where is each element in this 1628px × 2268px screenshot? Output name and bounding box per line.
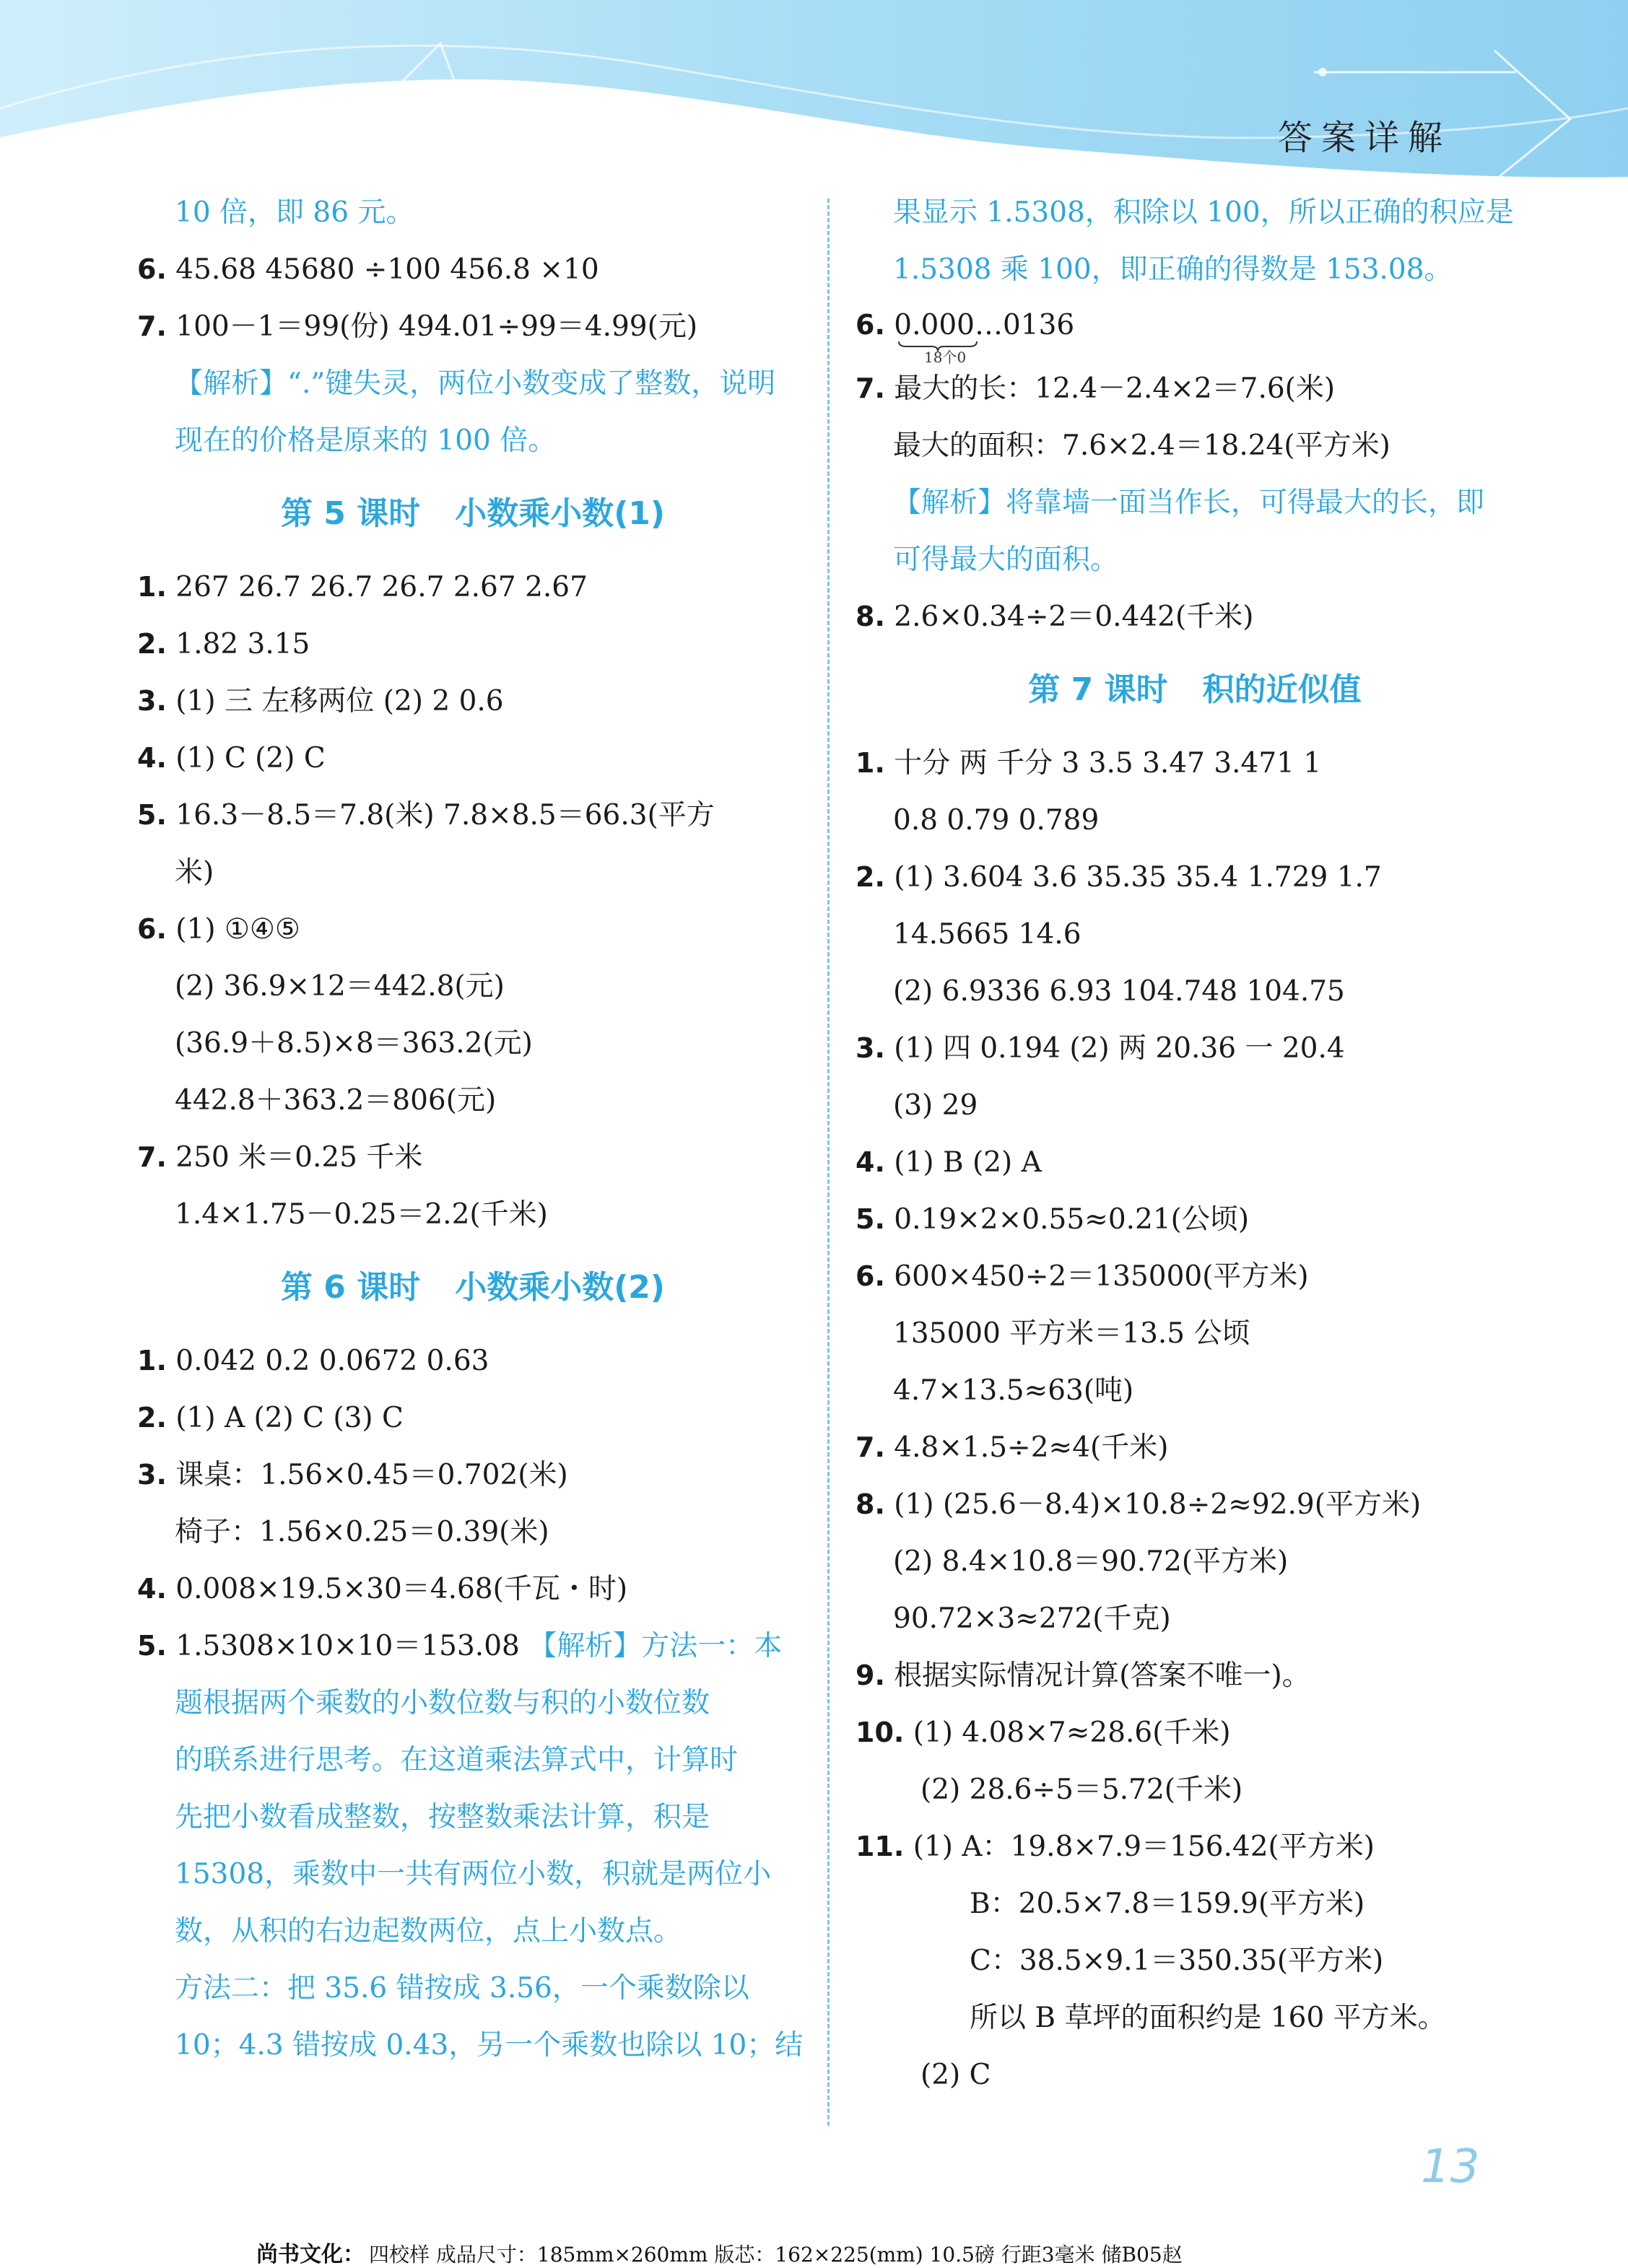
answer-item: 1. 267 26.7 26.7 26.7 2.67 2.67 bbox=[137, 571, 588, 603]
answer-item: 2. (1) A (2) C (3) C bbox=[137, 1402, 404, 1434]
analysis-line: 可得最大的面积。 bbox=[893, 544, 1119, 576]
answer-line: 135000 平方米＝13.5 公顷 bbox=[893, 1317, 1250, 1350]
section-heading-lesson-5: 第 5 课时 小数乘小数(1) bbox=[280, 495, 666, 532]
analysis-line: 题根据两个乘数的小数位数与积的小数位数 bbox=[175, 1687, 710, 1719]
answer-item: 7. 100－1＝99(份) 494.01÷99＝4.99(元) bbox=[137, 310, 698, 343]
answer-item: 8. 2.6×0.34÷2＝0.442(千米) bbox=[856, 601, 1254, 633]
answer-line: 0.8 0.79 0.789 bbox=[893, 804, 1100, 837]
header-title: 答案详解 bbox=[1277, 118, 1451, 158]
answer-item: 4. 0.008×19.5×30＝4.68(千瓦・时) bbox=[137, 1573, 628, 1605]
answer-item: 11. (1) A：19.8×7.9＝156.42(平方米) bbox=[856, 1831, 1375, 1863]
analysis-line: 现在的价格是原来的 100 倍。 bbox=[175, 424, 557, 457]
analysis-line: 【解析】将靠墙一面当作长，可得最大的长，即 bbox=[893, 487, 1485, 519]
answer-line: (2) 8.4×10.8＝90.72(平方米) bbox=[893, 1545, 1289, 1578]
analysis-line: 10；4.3 错按成 0.43，另一个乘数也除以 10；结 bbox=[175, 2029, 804, 2062]
answer-item: 2. 1.82 3.15 bbox=[137, 628, 310, 660]
answer-item: 5. 16.3－8.5＝7.8(米) 7.8×8.5＝66.3(平方 bbox=[137, 799, 715, 832]
answer-item: 6. 45.68 45680 ÷100 456.8 ×10 bbox=[137, 253, 599, 286]
analysis-line: 方法二：把 35.6 错按成 3.56，一个乘数除以 bbox=[175, 1972, 749, 2005]
section-heading-lesson-7: 第 7 课时 积的近似值 bbox=[1028, 671, 1362, 708]
analysis-line: 的联系进行思考。在这道乘法算式中，计算时 bbox=[175, 1744, 739, 1776]
answer-line: (3) 29 bbox=[893, 1089, 978, 1122]
print-footer bbox=[256, 2236, 1183, 2268]
answer-item: 10. (1) 4.08×7≈28.6(千米) bbox=[856, 1717, 1231, 1749]
answer-item: 1. 0.042 0.2 0.0672 0.63 bbox=[137, 1345, 489, 1377]
page-number: 13 bbox=[1421, 2140, 1480, 2194]
answer-line: (2) 36.9×12＝442.8(元) bbox=[175, 970, 505, 1003]
answer-line: (36.9＋8.5)×8＝363.2(元) bbox=[175, 1027, 533, 1060]
analysis-line: 【解析】“.”键失灵，两位小数变成了整数，说明 bbox=[175, 367, 776, 400]
answer-line: 1.4×1.75－0.25＝2.2(千米) bbox=[175, 1198, 548, 1231]
brace-note: 18个0 bbox=[924, 349, 967, 366]
answer-line: (2) C bbox=[920, 2059, 991, 2091]
answer-item: 7. 最大的长：12.4－2.4×2＝7.6(米) bbox=[856, 372, 1336, 405]
left-column bbox=[137, 184, 809, 2074]
answer-line: C：38.5×9.1＝350.35(平方米) bbox=[970, 1945, 1384, 1977]
answer-item: 6. (1) ①④⑤ bbox=[137, 913, 300, 946]
answer-item: 3. (1) 三 左移两位 (2) 2 0.6 bbox=[137, 685, 504, 718]
analysis-line: 15308，乘数中一共有两位小数，积就是两位小 bbox=[175, 1858, 772, 1890]
answer-item: 7. 250 米＝0.25 千米 bbox=[137, 1141, 423, 1174]
answer-item: 3. 课桌：1.56×0.45＝0.702(米) bbox=[137, 1459, 568, 1491]
answer-item: 6. 0.000…0136 18个0 bbox=[856, 309, 1075, 366]
header-wave-banner bbox=[0, 0, 1628, 188]
analysis-line: 1.5308 乘 100，即正确的得数是 153.08。 bbox=[893, 253, 1453, 286]
column-divider bbox=[827, 199, 830, 2126]
answer-line: 14.5665 14.6 bbox=[893, 918, 1081, 951]
analysis-line: 果显示 1.5308，积除以 100，所以正确的积应是 bbox=[893, 196, 1514, 229]
answer-item: 3. (1) 四 0.194 (2) 两 20.36 一 20.4 bbox=[856, 1032, 1345, 1065]
answer-item: 5. 0.19×2×0.55≈0.21(公顷) bbox=[856, 1203, 1250, 1236]
answer-line: (2) 28.6÷5＝5.72(千米) bbox=[920, 1774, 1243, 1806]
section-heading-lesson-6: 第 6 课时 小数乘小数(2) bbox=[280, 1269, 666, 1306]
footer-brand: 尚书文化： bbox=[256, 2242, 365, 2267]
answer-line: B：20.5×7.8＝159.9(平方米) bbox=[970, 1888, 1365, 1920]
answer-line: 4.7×13.5≈63(吨) bbox=[893, 1374, 1134, 1407]
answer-line: (2) 6.9336 6.93 104.748 104.75 bbox=[893, 975, 1345, 1008]
answer-line: 椅子：1.56×0.25＝0.39(米) bbox=[175, 1516, 549, 1548]
right-column bbox=[856, 184, 1534, 2103]
analysis-line: 先把小数看成整数，按整数乘法计算，积是 bbox=[175, 1801, 710, 1833]
answer-line: 米) bbox=[175, 856, 214, 889]
answer-item: 7. 4.8×1.5÷2≈4(千米) bbox=[856, 1431, 1169, 1464]
answer-item: 9. 根据实际情况计算(答案不唯一)。 bbox=[856, 1659, 1310, 1692]
answer-item: 8. (1) (25.6－8.4)×10.8÷2≈92.9(平方米) bbox=[856, 1488, 1422, 1521]
answer-line: 最大的面积：7.6×2.4＝18.24(平方米) bbox=[893, 429, 1390, 462]
answer-line: 10 倍，即 86 元。 bbox=[175, 196, 414, 229]
footer-specs: 四校样 成品尺寸：185mm×260mm 版芯：162×225(mm) 10.5磅 行距3毫米 储B05赵 bbox=[369, 2243, 1183, 2267]
answer-item: 4. (1) C (2) C bbox=[137, 742, 326, 775]
answer-item: 5. 1.5308×10×10＝153.08 【解析】方法一：本 bbox=[137, 1630, 783, 1662]
answer-item: 6. 600×450÷2＝135000(平方米) bbox=[856, 1260, 1309, 1293]
answer-item: 1. 十分 两 千分 3 3.5 3.47 3.471 1 bbox=[856, 747, 1322, 780]
answer-line: 90.72×3≈272(千克) bbox=[893, 1602, 1171, 1635]
answer-line: 442.8＋363.2＝806(元) bbox=[175, 1084, 497, 1117]
analysis-line: 数，从积的右边起数两位，点上小数点。 bbox=[175, 1915, 682, 1948]
answer-item: 2. (1) 3.604 3.6 35.35 35.4 1.729 1.7 bbox=[856, 861, 1382, 894]
answer-item: 4. (1) B (2) A bbox=[856, 1146, 1042, 1179]
answer-line: 所以 B 草坪的面积约是 160 平方米。 bbox=[970, 2002, 1446, 2034]
